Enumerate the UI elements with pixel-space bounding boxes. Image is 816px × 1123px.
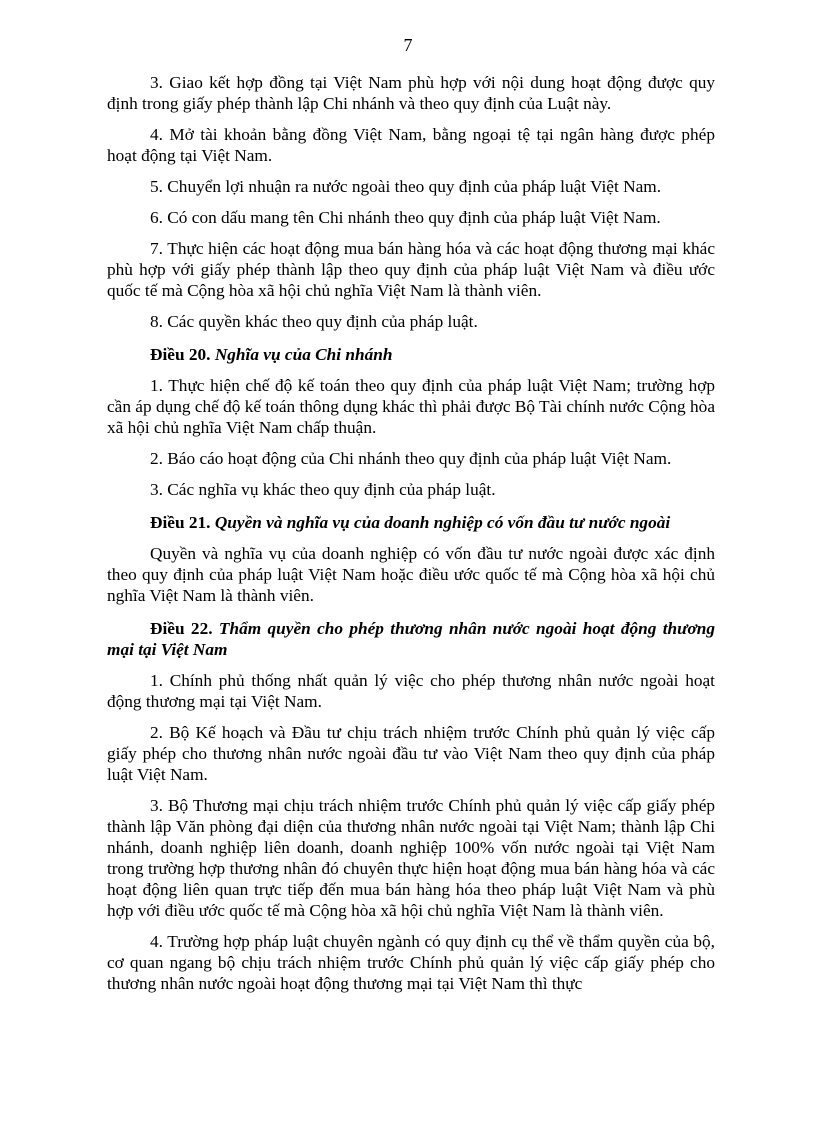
article-title: Nghĩa vụ của Chi nhánh <box>214 345 393 364</box>
clause-20-3: 3. Các nghĩa vụ khác theo quy định của pháp luật. <box>150 480 496 499</box>
document-body <box>107 72 715 1004</box>
article-number: Điều 22. <box>150 619 213 638</box>
page-number: 7 <box>403 35 413 55</box>
clause-19-5: 5. Chuyển lợi nhuận ra nước ngoài theo quy định của pháp luật Việt Nam. <box>150 177 662 196</box>
clause-19-8: 8. Các quyền khác theo quy định của pháp luật. <box>150 312 478 331</box>
clause-19-3: 3. Giao kết hợp đồng tại Việt Nam phù hợp với nội dung hoạt động được quy định trong giấy phép thành lập Chi nhánh và theo quy định của Luật này. <box>107 73 715 113</box>
clause-19-6: 6. Có con dấu mang tên Chi nhánh theo quy định của pháp luật Việt Nam. <box>150 208 661 227</box>
article-number: Điều 20. <box>150 345 211 364</box>
article-20-heading <box>107 344 715 365</box>
clause-19-4: 4. Mở tài khoản bằng đồng Việt Nam, bằng ngoại tệ tại ngân hàng được phép hoạt động tại Việt Nam. <box>107 125 715 165</box>
article-number: Điều 21. <box>150 513 211 532</box>
clause-20-1: 1. Thực hiện chế độ kế toán theo quy định của pháp luật Việt Nam; trường hợp cần áp dụng chế độ kế toán thông dụng khác thì phải được Bộ Tài chính nước Cộng hòa xã hội chủ nghĩa Việt Nam chấp thuận. <box>107 376 715 437</box>
clause-19-7: 7. Thực hiện các hoạt động mua bán hàng hóa và các hoạt động thương mại khác phù hợp với giấy phép thành lập theo quy định của pháp luật Việt Nam và điều ước quốc tế mà Cộng hòa xã hội chủ nghĩa Việt Nam là thành viên. <box>107 239 715 300</box>
clause-22-2: 2. Bộ Kế hoạch và Đầu tư chịu trách nhiệm trước Chính phủ quản lý việc cấp giấy phép cho thương nhân nước ngoài đầu tư vào Việt Nam theo quy định của pháp luật Việt Nam. <box>107 723 715 784</box>
clause-22-3: 3. Bộ Thương mại chịu trách nhiệm trước Chính phủ quản lý việc cấp giấy phép thành lập Văn phòng đại diện của thương nhân nước ngoài tại Việt Nam; thành lập Chi nhánh, doanh nghiệp liên doanh, doanh nghiệp 100% vốn nước ngoài tại Việt Nam trong trường hợp thương nhân đó chuyên thực hiện hoạt động mua bán hàng hóa và các hoạt động liên quan trực tiếp đến mua bán hàng hóa theo pháp luật Việt Nam và phù hợp với điều ước quốc tế mà Cộng hòa xã hội chủ nghĩa Việt Nam là thành viên. <box>107 796 715 920</box>
article-title: Thẩm quyền cho phép thương nhân nước ngoài hoạt động thương mại tại Việt Nam <box>107 619 716 659</box>
clause-22-1: 1. Chính phủ thống nhất quản lý việc cho phép thương nhân nước ngoài hoạt động thương mại tại Việt Nam. <box>107 671 715 711</box>
clause-22-4: 4. Trường hợp pháp luật chuyên ngành có quy định cụ thể về thẩm quyền của bộ, cơ quan ngang bộ chịu trách nhiệm trước Chính phủ quản lý việc cấp giấy phép cho thương nhân nước ngoài hoạt động thương mại tại Việt Nam thì thực <box>107 932 715 993</box>
article-21-body: Quyền và nghĩa vụ của doanh nghiệp có vốn đầu tư nước ngoài được xác định theo quy định của pháp luật Việt Nam hoặc điều ước quốc tế mà Cộng hòa xã hội chủ nghĩa Việt Nam là thành viên. <box>107 544 715 605</box>
clause-20-2: 2. Báo cáo hoạt động của Chi nhánh theo quy định của pháp luật Việt Nam. <box>150 449 672 468</box>
article-22-heading <box>107 618 715 660</box>
article-title: Quyền và nghĩa vụ của doanh nghiệp có vốn đầu tư nước ngoài <box>214 513 671 532</box>
article-21-heading <box>107 512 715 533</box>
